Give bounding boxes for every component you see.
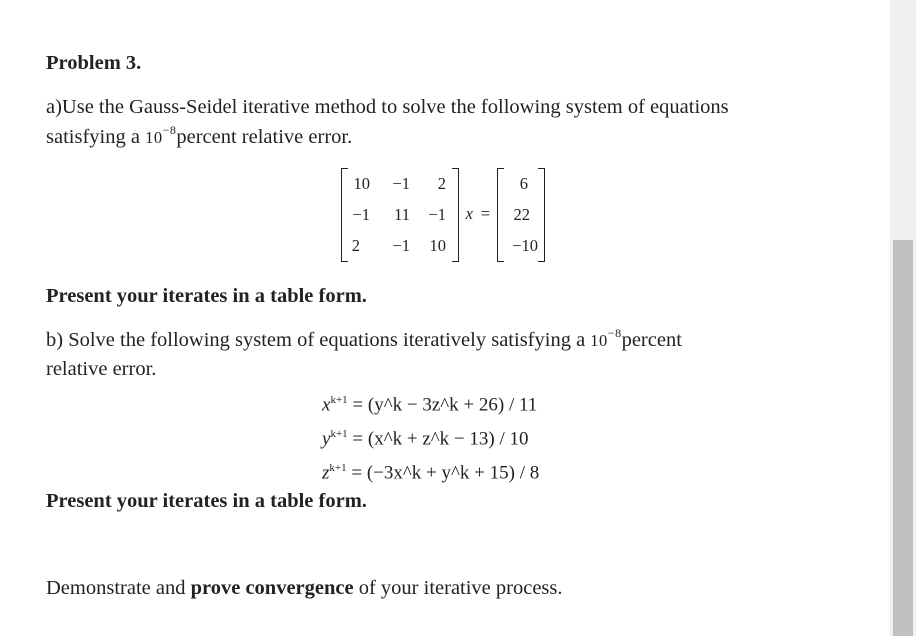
equation-lhs-var: x bbox=[322, 394, 331, 416]
matrix-cell: −1 bbox=[392, 236, 410, 255]
tolerance-exponent: −8 bbox=[162, 123, 177, 137]
conclusion-suffix: of your iterative process. bbox=[353, 577, 563, 599]
part-b-present-note: Present your iterates in a table form. bbox=[46, 490, 367, 512]
unknown-vector: x bbox=[465, 204, 473, 223]
rhs-cell: 22 bbox=[513, 205, 530, 224]
part-a-line-2-suffix: percent relative error. bbox=[176, 126, 353, 148]
matrix-right-bracket bbox=[452, 168, 459, 262]
iteration-equation-z bbox=[322, 462, 539, 484]
equation-lhs-sup: k+1 bbox=[330, 428, 348, 440]
tolerance-exponent: −8 bbox=[607, 326, 622, 340]
part-b-line-2: relative error. bbox=[46, 358, 157, 380]
matrix-cell: 11 bbox=[394, 205, 410, 224]
matrix-cell: −1 bbox=[428, 205, 446, 224]
equation-rhs: = (y^k − 3z^k + 26) / 11 bbox=[352, 394, 538, 416]
part-a-line-1: a)Use the Gauss-Seidel iterative method to solve the following system of equations bbox=[46, 96, 729, 118]
conclusion-line bbox=[46, 577, 563, 600]
conclusion-bold: prove convergence bbox=[190, 577, 354, 599]
matrix-cell: 10 bbox=[353, 174, 370, 193]
part-a-tolerance bbox=[145, 123, 177, 147]
equation-rhs: = (−3x^k + y^k + 15) / 8 bbox=[351, 462, 540, 484]
matrix-cell: −1 bbox=[392, 174, 410, 193]
equation-lhs-sup: k+1 bbox=[330, 394, 348, 406]
iteration-equation-y bbox=[322, 428, 529, 450]
iteration-equation-x bbox=[322, 394, 537, 416]
tolerance-base: 10 bbox=[145, 128, 163, 147]
part-b-tolerance bbox=[590, 326, 622, 350]
rhs-cell: −10 bbox=[512, 236, 538, 255]
matrix-cell: 2 bbox=[437, 174, 446, 193]
part-b-line-1-prefix: b) Solve the following system of equations iteratively satisfying a bbox=[46, 329, 586, 351]
part-b-line-1 bbox=[46, 326, 682, 352]
part-a-line-2 bbox=[46, 123, 353, 149]
part-a-line-2-prefix: satisfying a bbox=[46, 126, 140, 148]
rhs-right-bracket bbox=[538, 168, 545, 262]
equation-lhs-var: z bbox=[322, 462, 330, 484]
matrix-cell: 10 bbox=[429, 236, 446, 255]
rhs-cell: 6 bbox=[519, 174, 528, 193]
vertical-scrollbar-thumb[interactable] bbox=[893, 240, 913, 636]
equation-rhs: = (x^k + z^k − 13) / 10 bbox=[352, 428, 529, 450]
matrix-cell: −1 bbox=[352, 205, 370, 224]
matrix-cell: 2 bbox=[351, 236, 360, 255]
problem-title: Problem 3. bbox=[46, 52, 142, 74]
conclusion-prefix: Demonstrate and bbox=[46, 577, 191, 599]
part-a-present-note: Present your iterates in a table form. bbox=[46, 285, 367, 307]
equals-sign: = bbox=[480, 204, 490, 223]
equation-lhs-var: y bbox=[322, 428, 331, 450]
tolerance-base: 10 bbox=[590, 331, 608, 350]
equation-lhs-sup: k+1 bbox=[329, 462, 347, 474]
part-b-line-1-suffix: percent bbox=[621, 329, 682, 351]
